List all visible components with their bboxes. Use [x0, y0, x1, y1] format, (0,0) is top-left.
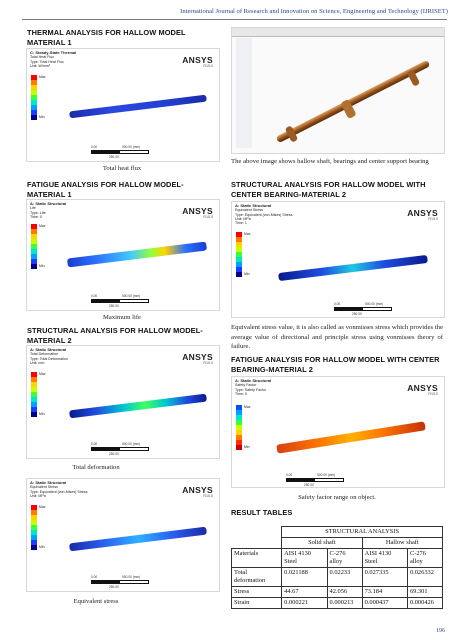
table-cell: AISI 4130 Steel — [282, 549, 327, 568]
legend-labels: Max Min — [39, 505, 46, 549]
row-label: Materials — [232, 549, 282, 568]
section-title-fatigue-center: FATIGUE ANALYSIS FOR HALLOW MODEL WITH CENTER BEARING-MATERIAL 2 — [231, 355, 440, 374]
caption-max-life: Maximum life — [103, 314, 141, 321]
page-number: 196 — [436, 628, 445, 634]
shaft-model — [69, 394, 207, 419]
table-row — [232, 587, 443, 598]
scale-bar: 0.00 500.00 (mm) 250.00 — [91, 294, 149, 308]
ansys-logo: ANSYS — [407, 383, 438, 393]
ansys-panel-safety-factor — [231, 376, 445, 488]
section-title-fatigue: FATIGUE ANALYSIS FOR HALLOW MODEL- MATERIAL 1 — [27, 180, 184, 199]
caption-safety-factor: Safety factor range on object. — [298, 494, 376, 501]
legend-labels: Max Min — [244, 405, 251, 449]
ansys-panel-equivalent-stress — [26, 478, 220, 592]
panel-header-text: C: Steady-State Thermal Total Heat Flux Type: Total Heat Flux Unit: W/mm² — [30, 50, 77, 68]
table-row — [232, 549, 443, 568]
table-group-row — [232, 538, 443, 549]
color-legend — [31, 224, 37, 269]
ansys-panel-total-deformation — [26, 345, 220, 459]
ansys-logo: ANSYS — [182, 55, 213, 65]
scale-bar: 0.00 500.00 (mm) 250.00 — [91, 575, 149, 589]
color-legend — [31, 372, 37, 417]
legend-labels: Max Min — [39, 224, 46, 268]
cad-screenshot — [231, 27, 445, 154]
group-hallow: Hallow shaft — [362, 538, 442, 549]
journal-header: International Journal of Research and Innovation on Science, Engineering and Technology (IJRISET) — [180, 8, 448, 15]
caption-total-deformation: Total deformation — [72, 464, 120, 471]
ansys-release: R15.0 — [428, 392, 438, 396]
table-cell: AISI 4130 Steel — [362, 549, 407, 568]
table-cell: 69.301 — [407, 587, 442, 598]
shaft-model — [69, 95, 207, 119]
scale-bar: 0.00 500.00 (mm) 250.00 — [91, 442, 149, 456]
table-cell: 0.026332 — [407, 568, 442, 587]
ansys-logo: ANSYS — [407, 208, 438, 218]
panel-header-text: A: Static Structural Equivalent Stress Type: Equivalent (von-Mises) Stress Unit: MPa Time: 1 — [235, 203, 293, 226]
results-table — [231, 526, 443, 609]
stress-description: Equivalent stress value, it is also called as vonmisses stress which provides the average value of directional and principle stress using vonmisses theory of failure. — [231, 324, 443, 351]
cad-description: The above image shows hallow shaft, bearings and center support bearing — [231, 158, 429, 165]
shaft-model — [276, 421, 426, 453]
scale-bar: 0.00 500.00 (mm) 250.00 — [91, 145, 149, 159]
section-title-structural-center: STRUCTURAL ANALYSIS FOR HALLOW MODEL WITH CENTER BEARING-MATERIAL 2 — [231, 180, 426, 199]
ansys-logo: ANSYS — [182, 485, 213, 495]
ansys-release: R15.0 — [203, 494, 213, 498]
legend-labels: Max Min — [244, 232, 251, 276]
header-rule — [22, 19, 447, 20]
table-row — [232, 598, 443, 609]
scale-bar: 0.00 500.00 (mm) 250.00 — [286, 473, 344, 487]
legend-labels: Max Min — [39, 75, 46, 119]
row-label: Stress — [232, 587, 282, 598]
panel-header-text: A: Static Structural Safety Factor Type: Safety Factor Time: 0 — [235, 378, 272, 396]
ansys-release: R15.0 — [428, 217, 438, 221]
table-cell: 0.000426 — [407, 598, 442, 609]
caption-equivalent-stress: Equivalent stress — [73, 598, 119, 605]
shaft-model — [278, 255, 428, 281]
row-label: Strain — [232, 598, 282, 609]
ansys-logo: ANSYS — [182, 352, 213, 362]
table-row — [232, 568, 443, 587]
scale-bar: 0.00 500.00 (mm) 250.00 — [334, 302, 392, 316]
caption-heat-flux: Total heat flux — [102, 165, 142, 172]
cad-titlebar — [232, 28, 444, 37]
legend-labels: Max Min — [39, 372, 46, 416]
table-cell: C-276 alloy — [327, 549, 362, 568]
shaft-model — [67, 242, 207, 268]
ansys-panel-heat-flux — [26, 48, 220, 162]
color-legend — [31, 505, 37, 550]
ansys-release: R15.0 — [203, 215, 213, 219]
row-label: Total deformation — [232, 568, 282, 587]
table-cell: 0.021188 — [282, 568, 327, 587]
ansys-panel-center-bearing-stress — [231, 201, 445, 318]
table-cell: 0.000213 — [327, 598, 362, 609]
ansys-logo: ANSYS — [182, 206, 213, 216]
section-title-thermal: THERMAL ANALYSIS FOR HALLOW MODEL MATERIAL 1 — [27, 28, 186, 47]
table-cell: 0.000437 — [362, 598, 407, 609]
ansys-release: R15.0 — [203, 361, 213, 365]
table-cell: 44.67 — [282, 587, 327, 598]
group-solid: Solid shaft — [282, 538, 362, 549]
section-title-structural: STRUCTURAL ANALYSIS FOR HALLOW MODEL-MATERIAL 2 — [27, 326, 203, 345]
ansys-panel-max-life — [26, 199, 220, 311]
ansys-release: R15.0 — [203, 64, 213, 68]
table-cell: 0.02233 — [327, 568, 362, 587]
color-legend — [236, 405, 242, 450]
shaft-model — [69, 527, 207, 552]
panel-header-text: A: Static Structural Equivalent Stress Type: Equivalent (von-Mises) Stress Unit: MPa — [30, 480, 88, 498]
panel-header-text: A: Static Structural Life Type: Life Time: 0 — [30, 201, 67, 219]
section-title-results: RESULT TABLES — [231, 508, 293, 517]
table-cell: 0.027335 — [362, 568, 407, 587]
table-cell: 73.184 — [362, 587, 407, 598]
table-cell: C-276 alloy — [407, 549, 442, 568]
table-cell: 42.056 — [327, 587, 362, 598]
table-title: STRUCTURAL ANALYSIS — [282, 527, 443, 538]
table-title-row — [232, 527, 443, 538]
table-cell: 0.000221 — [282, 598, 327, 609]
color-legend — [236, 232, 242, 277]
panel-header-text: A: Static Structural Total Deformation Type: Total Deformation Unit: mm — [30, 347, 68, 365]
color-legend — [31, 75, 37, 120]
cad-toolbar — [236, 38, 252, 148]
